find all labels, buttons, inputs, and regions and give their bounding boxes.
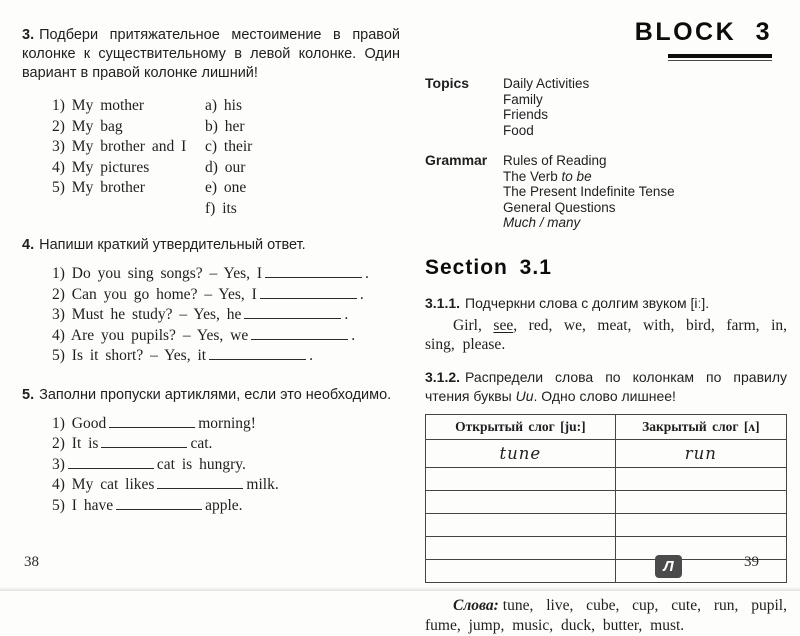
matching-right-item: e) one — [205, 179, 247, 196]
answer-blank — [109, 414, 195, 428]
topics-row — [425, 76, 787, 138]
answer-blank — [265, 264, 362, 278]
info-list-item: Food — [503, 122, 534, 138]
task311-number: 3.1.1. — [425, 294, 461, 311]
answer-blank — [101, 434, 187, 448]
table-empty-cell — [615, 491, 786, 514]
matching-left-item: 2) My bag — [52, 117, 123, 135]
table-handwritten-cell: tune — [426, 440, 616, 468]
text-segment: to be — [561, 168, 592, 184]
table-empty-cell — [426, 468, 616, 491]
right-page-number: 39 — [744, 554, 759, 570]
matching-left-item: 1) My mother — [52, 97, 145, 114]
table-empty-cell — [615, 560, 786, 583]
info-list-item — [503, 215, 675, 231]
fill-in-suffix: milk. — [246, 476, 279, 493]
fill-in-row — [52, 326, 400, 347]
info-list-item: Family — [503, 91, 543, 107]
matching-right-item: d) our — [205, 158, 246, 176]
matching-right-item: b) her — [205, 117, 245, 135]
task3-number: 3. — [22, 27, 35, 43]
task4-instruction-text: Напиши краткий утвердительный ответ. — [39, 237, 306, 253]
matching-right-item: f) its — [205, 199, 237, 217]
text-segment: Распредели слова по колонкам по правилу чтения буквы — [425, 369, 787, 404]
left-page-number: 38 — [24, 554, 39, 570]
table-header-row — [426, 415, 787, 440]
words-note-label: Слова: — [453, 597, 499, 614]
task312-instruction-text — [425, 369, 787, 404]
grammar-row — [425, 153, 787, 231]
fill-in-suffix: . — [351, 326, 356, 344]
matching-left-item: 3) My brother and I — [52, 138, 187, 155]
answer-blank — [251, 326, 348, 340]
fill-in-suffix: . — [309, 347, 313, 364]
task311-instruction-text: Подчеркни слова с долгим звуком [iː]. — [465, 294, 710, 311]
info-list-item — [503, 169, 675, 185]
fill-in-row — [52, 496, 400, 517]
matching-left-item: 5) My brother — [52, 179, 145, 196]
task5-number: 5. — [22, 386, 35, 403]
task311-instruction — [425, 294, 787, 313]
fill-in-prefix: 4) Are you pupils? – Yes, we — [52, 326, 249, 344]
labirint-watermark-badge: Л — [655, 555, 682, 578]
fill-in-row — [52, 346, 400, 367]
text-segment: The Verb — [503, 168, 562, 184]
fill-in-row — [52, 455, 400, 476]
matching-row — [52, 96, 400, 117]
fill-in-row — [52, 414, 400, 435]
table-header-cell: Закрытый слог [ʌ] — [615, 415, 786, 440]
right-page — [425, 0, 788, 634]
matching-row — [52, 117, 400, 138]
fill-in-suffix: . — [344, 306, 349, 323]
task311-word-list — [425, 316, 787, 354]
text-segment: Much / many — [503, 215, 581, 230]
info-list-item — [503, 200, 675, 216]
task5-item-list — [52, 414, 400, 517]
fill-in-suffix: morning! — [198, 414, 256, 432]
scan-bottom-edge — [0, 587, 800, 591]
info-list-item — [503, 184, 675, 200]
block-title: BLOCK 3 — [634, 18, 772, 46]
fill-in-suffix: apple. — [205, 496, 243, 514]
text-segment: see — [493, 317, 514, 334]
answer-blank — [260, 285, 357, 299]
answer-blank — [116, 496, 202, 510]
fill-in-suffix: cat. — [190, 435, 213, 452]
text-segment: . Одно слово лишнее! — [533, 387, 676, 404]
matching-left-item — [52, 199, 205, 220]
text-segment: The Present Indefinite Tense — [503, 184, 675, 199]
fill-in-suffix: . — [359, 285, 364, 303]
matching-row — [52, 199, 400, 220]
matching-right-item: a) his — [205, 97, 243, 114]
table-empty-cell — [426, 560, 616, 583]
table-empty-cell — [426, 491, 616, 514]
table-empty-cell — [615, 537, 786, 560]
info-list-item: Daily Activities — [503, 76, 590, 91]
fill-in-prefix: 3) Must he study? – Yes, he — [52, 306, 242, 323]
answer-blank — [157, 475, 243, 489]
answer-blank — [244, 305, 341, 319]
fill-in-suffix: cat is hungry. — [156, 455, 246, 473]
task4-instruction — [22, 236, 400, 255]
fill-in-row — [52, 475, 400, 496]
table-empty-cell — [615, 514, 786, 537]
fill-in-prefix: 2) It is — [52, 435, 99, 452]
table-header-cell: Открытый слог [ju:] — [426, 415, 616, 440]
task5-instruction — [22, 386, 400, 405]
task312-instruction — [425, 368, 787, 405]
matching-row — [52, 158, 400, 179]
table-empty-row — [426, 468, 787, 491]
fill-in-row — [52, 285, 400, 306]
text-segment: Girl, — [453, 317, 494, 334]
matching-left-item: 4) My pictures — [52, 158, 150, 176]
grammar-label: Grammar — [425, 152, 488, 168]
task3-instruction — [22, 26, 400, 83]
fill-in-prefix: 1) Good — [52, 414, 107, 432]
task3-instruction-text: Подбери притяжательное местоимение в правой колонке к существительному в левой колонке. Один вариант в правой колонке лишний! — [22, 27, 400, 81]
fill-in-prefix: 3) — [52, 455, 65, 473]
words-note-text: tune, live, cube, cup, cute, run, pupil, fume, jump, music, duck, butter, must. — [425, 597, 787, 634]
fill-in-prefix: 4) My cat likes — [52, 476, 155, 493]
answer-blank — [68, 455, 154, 469]
task5-instruction-text: Заполни пропуски артиклями, если это необходимо. — [39, 386, 392, 403]
info-list-item — [503, 153, 675, 169]
fill-in-row — [52, 434, 400, 455]
table-empty-cell — [615, 468, 786, 491]
fill-in-prefix: 2) Can you go home? – Yes, I — [52, 285, 257, 303]
fill-in-prefix: 5) Is it short? – Yes, it — [52, 347, 207, 364]
fill-in-prefix: 1) Do you sing songs? – Yes, I — [52, 265, 263, 282]
left-page — [22, 0, 400, 591]
table-empty-row — [426, 560, 787, 583]
text-segment: Rules of Reading — [503, 153, 607, 168]
table-empty-cell — [426, 514, 616, 537]
table-handwritten-cell: run — [615, 440, 786, 468]
topics-label: Topics — [425, 75, 470, 91]
table-empty-row — [426, 491, 787, 514]
block-title-rule — [668, 54, 772, 61]
fill-in-suffix: . — [365, 265, 369, 282]
fill-in-row — [52, 305, 400, 326]
task4-number: 4. — [22, 237, 35, 253]
text-segment: , red, we, meat, with, bird, farm, in, sing, please. — [425, 317, 788, 353]
table-filled-row — [426, 440, 787, 468]
table-empty-row — [426, 514, 787, 537]
task3-matching-list — [52, 96, 400, 219]
task4-item-list — [52, 264, 400, 367]
info-list-item: Friends — [503, 107, 549, 122]
matching-row — [52, 178, 400, 199]
fill-in-prefix: 5) I have — [52, 496, 114, 514]
answer-blank — [209, 346, 306, 360]
topics-list — [503, 76, 589, 138]
fill-in-row — [52, 264, 400, 285]
text-segment: Uu — [515, 387, 534, 404]
matching-row — [52, 137, 400, 158]
syllable-table — [425, 414, 787, 583]
text-segment: General Questions — [503, 199, 616, 215]
task312-number: 3.1.2. — [425, 369, 461, 385]
table-empty-cell — [426, 537, 616, 560]
section-title: Section 3.1 — [425, 255, 552, 279]
table-empty-row — [426, 537, 787, 560]
grammar-list — [503, 153, 675, 231]
words-note — [425, 596, 787, 636]
matching-right-item: c) their — [205, 138, 253, 155]
